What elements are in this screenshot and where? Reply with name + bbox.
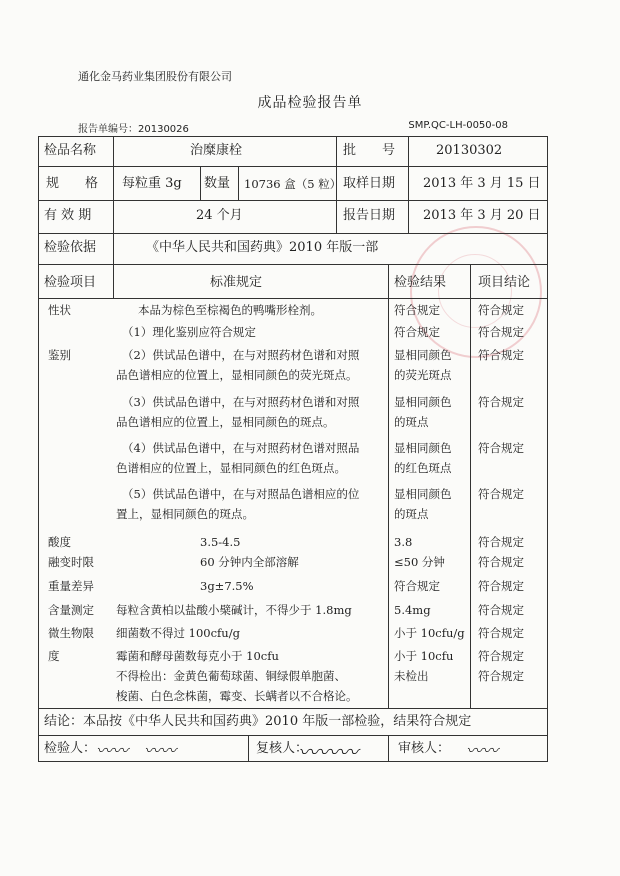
inspector-signature: 〰〰 〰〰 (96, 741, 177, 760)
standard-line: 品色谱相应的位置上，显相同颜色的斑点。 (116, 415, 335, 429)
report-date-label: 报告日期 (343, 208, 396, 223)
batch-value: 20130302 (436, 143, 503, 158)
result-line: 的红色斑点 (394, 461, 452, 475)
product-label: 检品名称 (44, 143, 97, 158)
conclusion-line: 符合规定 (478, 325, 524, 339)
standard-line: 不得检出：金黄色葡萄球菌、铜绿假单胞菌、 (116, 669, 346, 683)
result-line: 小于 10cfu (394, 649, 454, 663)
report-number: 报告单编号：20130026 (78, 124, 189, 135)
result-line: 显相同颜色 (394, 441, 452, 455)
result-line: 3.8 (394, 535, 413, 549)
conclusion-line: 符合规定 (478, 348, 524, 362)
result-line: 符合规定 (394, 325, 440, 339)
spec-label: 规 格 (46, 176, 99, 191)
col-divider (113, 264, 114, 298)
standard-line: 本品为棕色至棕褐色的鸭嘴形栓剂。 (138, 303, 322, 317)
result-line: 小于 10cfu/g (394, 626, 465, 640)
conclusion-line: 符合规定 (478, 487, 524, 501)
result-line: 5.4mg (394, 603, 431, 617)
standard-line: （1）理化鉴别应符合规定 (122, 325, 256, 339)
test-item: 度 (48, 649, 60, 663)
standard-line: （3）供试品色谱中，在与对照药材色谱和对照 (122, 395, 360, 409)
test-item: 融变时限 (48, 555, 94, 569)
col-divider (470, 264, 471, 708)
test-item: 性状 (48, 303, 71, 317)
standard-line: 3g±7.5% (200, 579, 254, 593)
basis-label: 检验依据 (44, 240, 97, 255)
col-header-standard: 标准规定 (210, 275, 263, 290)
standard-line: 每粒含黄柏以盐酸小檗碱计，不得少于 1.8mg (116, 603, 352, 617)
quantity-value: 10736 盒（5 粒） (244, 177, 342, 191)
conclusion-line: 符合规定 (478, 303, 524, 317)
sample-date-value: 2013 年 3 月 15 日 (423, 176, 541, 191)
report-title: 成品检验报告单 (257, 95, 363, 111)
standard-line: 色谱相应的位置上，显相同颜色的红色斑点。 (116, 461, 346, 475)
row-divider (38, 166, 548, 167)
conclusion-text: 结论：本品按《中华人民共和国药典》2010 年版一部检验，结果符合规定 (44, 714, 472, 729)
conclusion-line: 符合规定 (478, 626, 524, 640)
row-divider (38, 264, 548, 265)
conclusion-line: 符合规定 (478, 579, 524, 593)
product-value: 治糜康栓 (190, 143, 243, 158)
col-divider (248, 735, 249, 762)
test-item: 含量测定 (48, 603, 94, 617)
result-line: 的斑点 (394, 507, 429, 521)
sample-date-label: 取样日期 (343, 176, 396, 191)
result-line: 未检出 (394, 669, 429, 683)
inspector-label: 检验人： (44, 741, 97, 756)
company-name: 通化金马药业集团股份有限公司 (78, 70, 232, 83)
conclusion-line: 符合规定 (478, 441, 524, 455)
standard-line: （4）供试品色谱中，在与对照药材色谱对照品 (122, 441, 360, 455)
result-line: 显相同颜色 (394, 487, 452, 501)
col-divider (200, 166, 201, 200)
standard-line: （2）供试品色谱中，在与对照药材色谱和对照 (122, 348, 360, 362)
standard-line: （5）供试品色谱中，在与对照品色谱相应的位 (122, 487, 360, 501)
document-code: SMP.QC-LH-0050-08 (408, 120, 508, 131)
validity-label: 有 效 期 (44, 208, 92, 223)
result-line: 显相同颜色 (394, 395, 452, 409)
basis-value: 《中华人民共和国药典》2010 年版一部 (146, 240, 379, 255)
test-item: 重量差异 (48, 579, 94, 593)
standard-line: 霉菌和酵母菌数每克小于 10cfu (116, 649, 279, 663)
reviewer-signature: 〰〰〰 (298, 740, 358, 764)
result-line: 显相同颜色 (394, 348, 452, 362)
standard-line: 置上，显相同颜色的斑点。 (116, 507, 254, 521)
reviewer-label: 复核人： (256, 741, 309, 756)
col-divider (238, 166, 239, 200)
batch-label: 批 号 (343, 143, 396, 158)
test-item: 酸度 (48, 535, 71, 549)
test-item: 鉴别 (48, 348, 71, 362)
conclusion-line: 符合规定 (478, 395, 524, 409)
report-date-value: 2013 年 3 月 20 日 (423, 208, 541, 223)
col-header-item: 检验项目 (44, 275, 97, 290)
col-divider (113, 136, 114, 264)
approver-label: 审核人： (398, 741, 451, 756)
result-line: 符合规定 (394, 579, 440, 593)
standard-line: 60 分钟内全部溶解 (200, 555, 299, 569)
approver-signature: 〰〰 (466, 741, 499, 760)
row-divider (38, 200, 548, 201)
col-divider (408, 166, 409, 233)
conclusion-line: 符合规定 (478, 603, 524, 617)
conclusion-line: 符合规定 (478, 535, 524, 549)
spec-value: 每粒重 3g (122, 176, 182, 191)
standard-line: 品色谱相应的位置上，显相同颜色的荧光斑点。 (116, 368, 358, 382)
result-line: 的斑点 (394, 415, 429, 429)
test-item: 微生物限 (48, 626, 94, 640)
col-divider (336, 136, 337, 168)
result-line: 的荧光斑点 (394, 368, 452, 382)
standard-line: 3.5-4.5 (200, 535, 241, 549)
col-divider (388, 735, 389, 762)
conclusion-line: 符合规定 (478, 649, 524, 663)
standard-line: 细菌数不得过 100cfu/g (116, 626, 240, 640)
col-divider (388, 264, 389, 708)
conclusion-line: 符合规定 (478, 555, 524, 569)
conclusion-line: 符合规定 (478, 669, 524, 683)
validity-value: 24 个月 (196, 208, 243, 223)
standard-line: 梭菌、白色念株菌，霉变、长螨者以不合格论。 (116, 689, 358, 703)
col-header-result: 检验结果 (394, 275, 447, 290)
result-line: 符合规定 (394, 303, 440, 317)
quantity-label: 数量 (204, 176, 231, 191)
result-line: ≤50 分钟 (394, 555, 445, 569)
col-divider (408, 136, 409, 168)
col-header-conclusion: 项目结论 (478, 275, 531, 290)
row-divider (38, 298, 548, 299)
